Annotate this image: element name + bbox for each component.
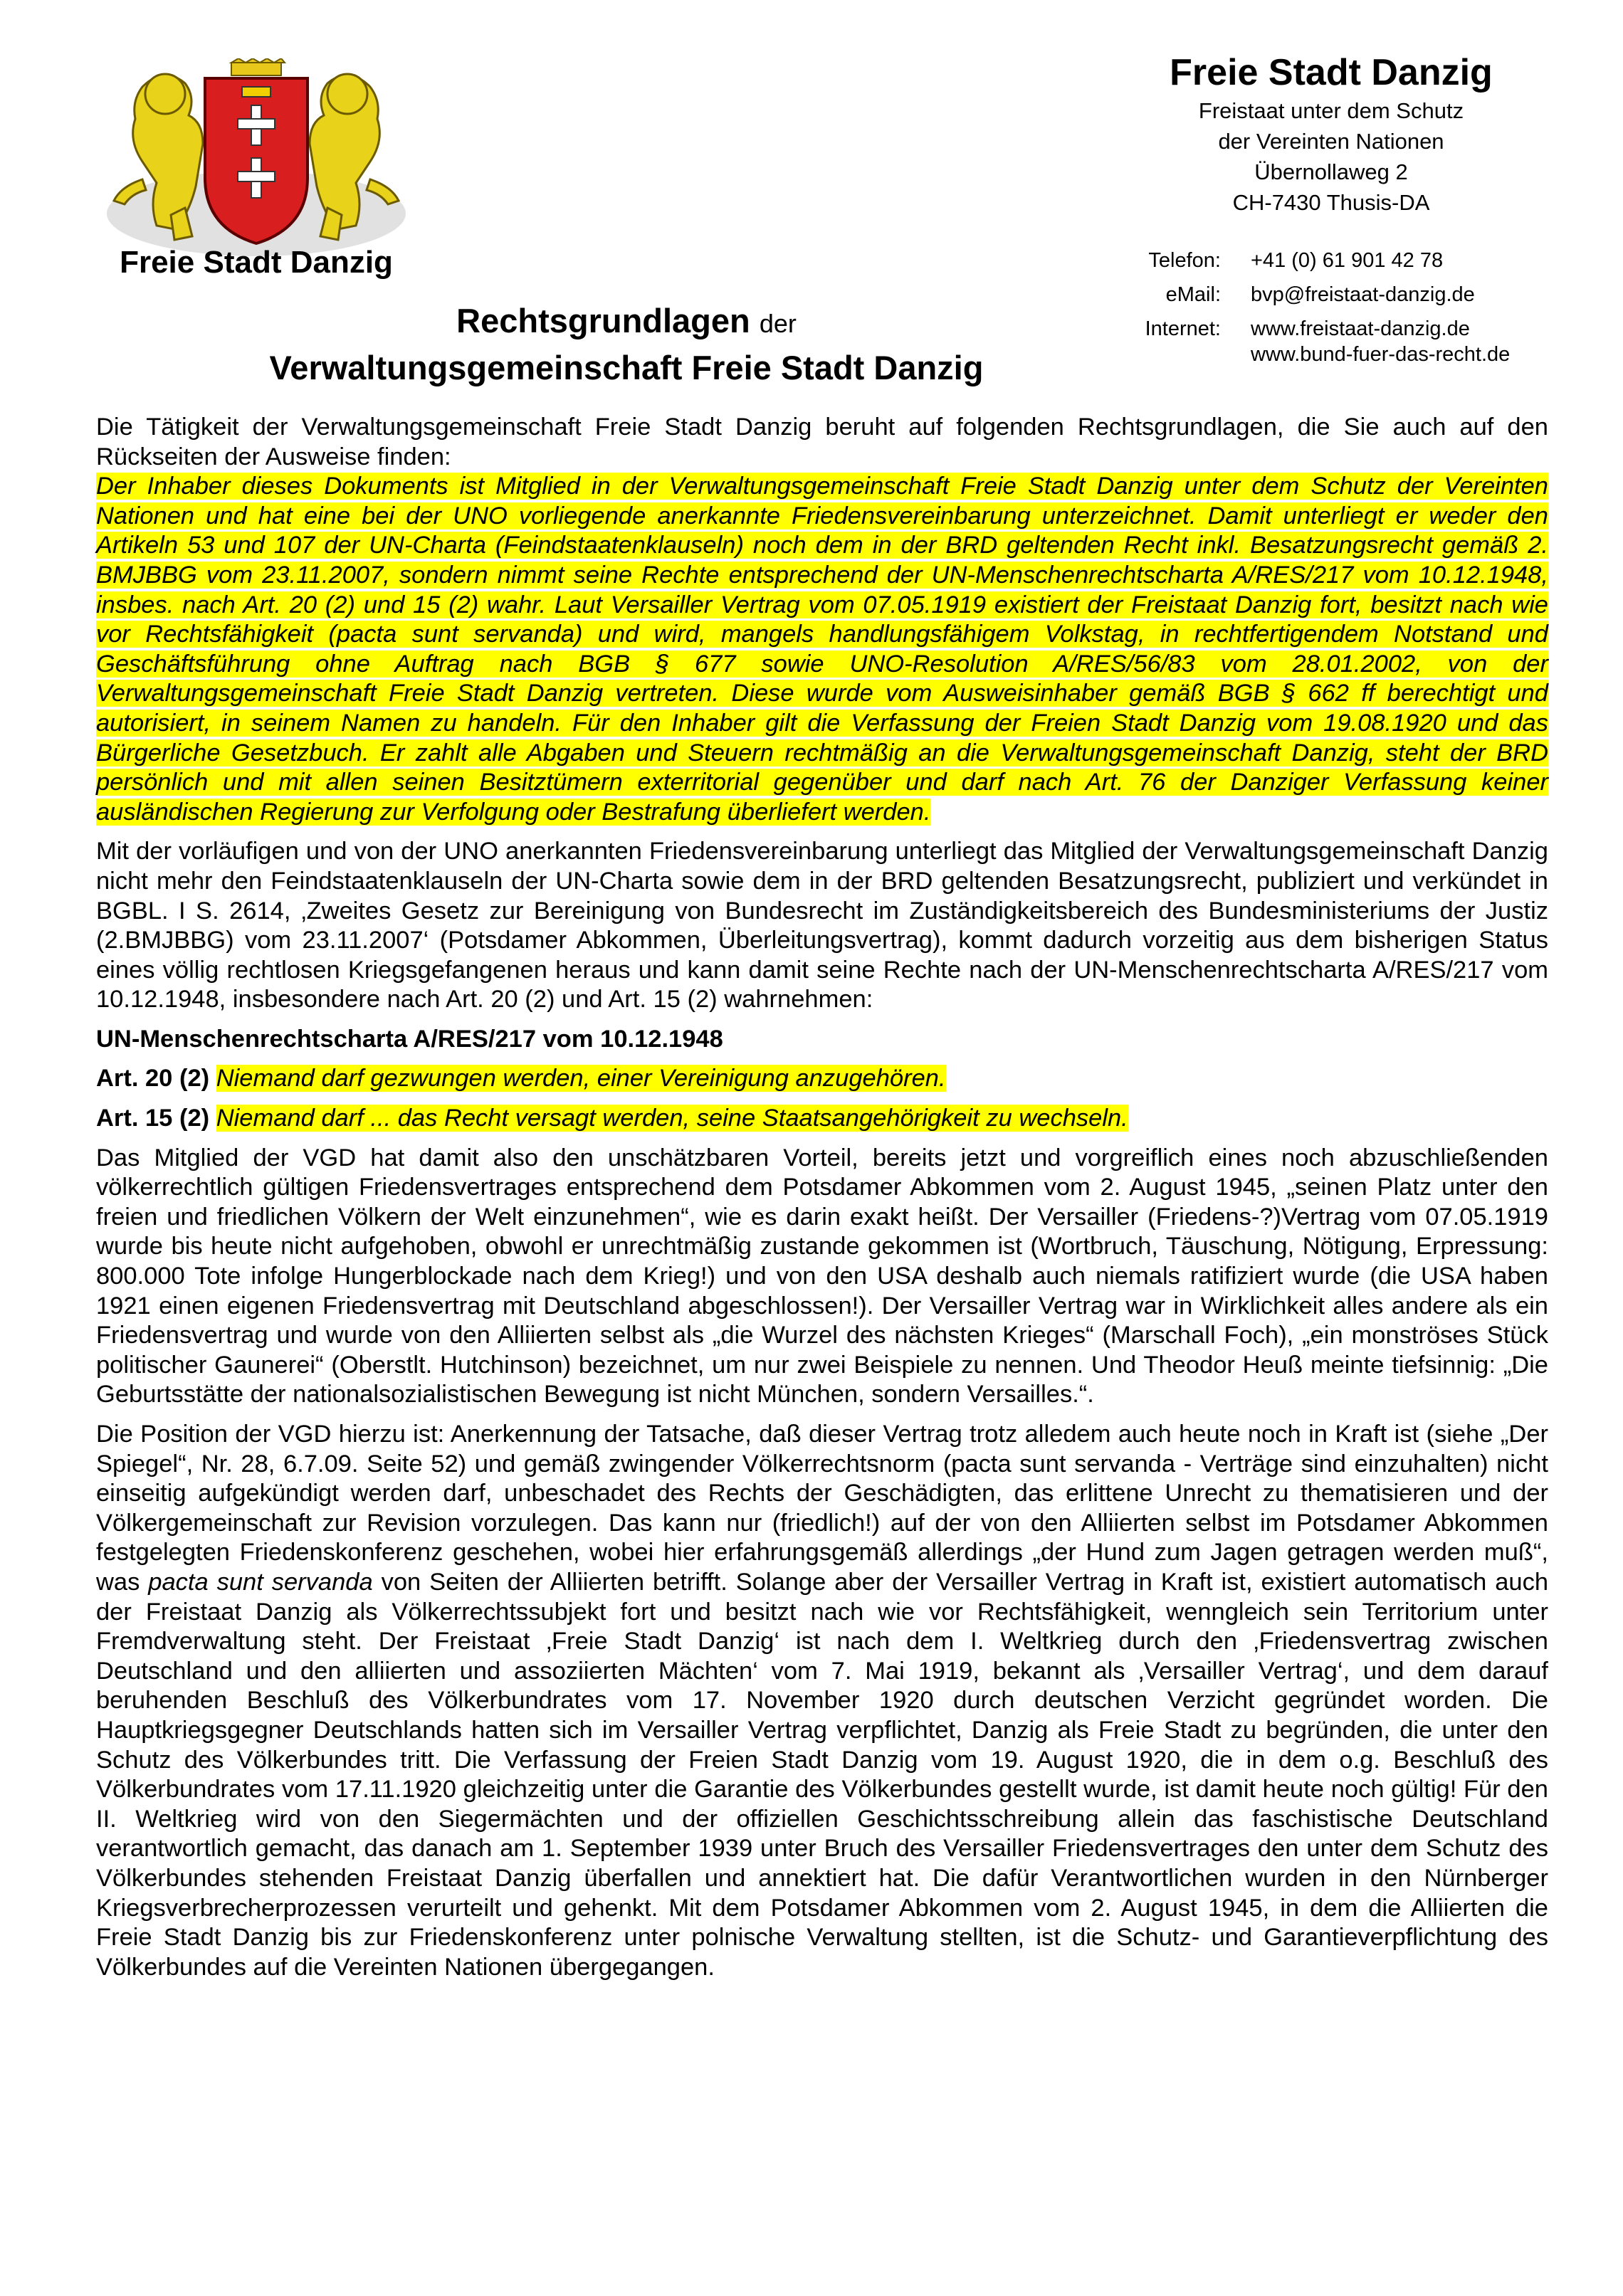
- article-15: [96, 1104, 1548, 1134]
- org-name: Freie Stadt Danzig: [1170, 52, 1493, 93]
- article-20: [96, 1064, 1548, 1094]
- title-small: der: [759, 309, 797, 338]
- vgd-position-text-a: Die Position der VGD hierzu ist: Anerkennung der Tatsache, daß dieser Vertrag trotz alledem auch heute noch in Kraft ist (siehe „Der Spiegel“, Nr. 28, 6.7.09. Seite 52) und gemäß zwingender Völkerrechtsnorm (pacta sunt servanda - Verträge sind einzuhalten) nicht einseitig aufgekündigt werden darf, unbeschadet des Rechts der Geschädigten, das erlittene Unrecht zu thematisieren und der Völkergemeinschaft zur Revision vorzulegen. Das kann nur (friedlich!) auf der von den Alliierten selbst im Potsdamer Abkommen festgelegten Friedenskonferenz geschehen, wobei hier erfahrungsgemäß allerdings „der Hund zum Jagen getragen werden muß“, was: [96, 1421, 1548, 1596]
- internet-values: [1251, 312, 1580, 367]
- peace-agreement-paragraph: Mit der vorläufigen und von der UNO anerkannten Friedensvereinbarung unterliegt das Mitglied der Verwaltungsgemeinschaft Danzig nicht mehr den Feindstaatenklauseln der UN-Charta sowie dem in der BRD geltenden Besatzungsrecht, publiziert und verkündet in BGBL. I S. 2614, ‚Zweites Gesetz zur Bereinigung von Bundesrecht im Zuständigkeitsbereich des Bundesministeriums der Justiz (2.BMJBBG) vom 23.11.2007‘ (Potsdamer Abkommen, Überleitungsvertrag), kommt dadurch vorzeitig aus dem bisherigen Status eines völlig rechtlosen Kriegsgefangenen heraus und kann damit seine Rechte nach der UN-Menschenrechtscharta A/RES/217 vom 10.12.1948, insbesondere nach Art. 20 (2) und Art. 15 (2) wahrnehmen:: [96, 838, 1548, 1013]
- article-20-text: Niemand darf gezwungen werden, einer Vereinigung anzugehören.: [216, 1065, 946, 1092]
- intro-paragraph: Die Tätigkeit der Verwaltungsgemeinschaft Freie Stadt Danzig beruht auf folgenden Rechtsgrundlagen, die Sie auch auf den Rückseiten der Ausweise finden:: [96, 414, 1548, 470]
- article-15-text: Niemand darf ... das Recht versagt werden, seine Staatsangehörigkeit zu wechseln.: [216, 1105, 1128, 1132]
- website-link[interactable]: www.bund-fuer-das-recht.de: [1251, 343, 1511, 366]
- title-line2: Verwaltungsgemeinschaft Freie Stadt Danzig: [269, 349, 984, 386]
- title-bold: Rechtsgrundlagen: [456, 302, 750, 339]
- phone-label: Telefon:: [1148, 249, 1221, 272]
- contact-phone-row: [1110, 243, 1580, 278]
- highlighted-text: Der Inhaber dieses Dokuments ist Mitglied in der Verwaltungsgemeinschaft Freie Stadt Danzig unter dem Schutz der Vereinten Nationen und hat eine bei der UNO vorliegende anerkannte Friedensvereinbarung unterzeichnet. Damit unterliegt er weder den Artikeln 53 und 107 der UN-Charta (Feindstaatenklauseln) noch dem in der BRD geltenden Recht inkl. Besatzungsrecht gemäß 2. BMJBBG vom 23.11.2007, sondern nimmt seine Rechte entsprechend der UN-Menschenrechtscharta A/RES/217 vom 10.12.1948, insbes. nach Art. 20 (2) und 15 (2) wahr. Laut Versailler Vertrag vom 07.05.1919 existiert der Freistaat Danzig fort, besitzt nach wie vor Rechtsfähigkeit (pacta sunt servanda) und wird, mangels handlungsfähigem Volkstag, in rechtfertigendem Notstand und Geschäftsführung ohne Auftrag nach BGB § 677 sowie UNO-Resolution A/RES/56/83 vom 28.01.2002, von der Verwaltungsgemeinschaft Freie Stadt Danzig vertreten. Diese wurde vom Ausweisinhaber gemäß BGB § 662 ff berechtigt und autorisiert, in seinem Namen zu handeln. Für den Inhaber gilt die Verfassung der Freien Stadt Danzig vom 19.08.1920 und das Bürgerliche Gesetzbuch. Er zahlt alle Abgaben und Steuern rechtmäßig an die Verwaltungsgemeinschaft Danzig, steht der BRD persönlich und mit allen seinen Besitztümern exterritorial gegenüber und darf nach Art. 76 der Danziger Verfassung keiner ausländischen Regierung zur Verfolgung oder Bestrafung überliefert werden.: [96, 473, 1548, 826]
- email-label: eMail:: [1165, 283, 1221, 306]
- vgd-position-paragraph: [96, 1420, 1548, 1982]
- article-15-label: Art. 15 (2): [96, 1105, 210, 1132]
- org-line: Übernollaweg 2: [1254, 159, 1408, 184]
- contact-block: [1110, 243, 1580, 367]
- charter-heading: UN-Menschenrechtscharta A/RES/217 vom 10.12.1948: [96, 1025, 723, 1053]
- document-body: [96, 413, 1548, 1982]
- org-address-block: [1110, 50, 1552, 218]
- versailles-paragraph: Das Mitglied der VGD hat damit also den unschätzbaren Vorteil, bereits jetzt und vorgreiflich eines noch abzuschließenden völkerrechtlich gültigen Friedensvertrages entsprechend dem Potsdamer Abkommen vom 2. August 1945, „seinen Platz unter den freien und friedlichen Völkern der Welt einzunehmen“, wie es darin exakt heißt. Der Versailler (Friedens-?)Vertrag vom 07.05.1919 wurde bis heute nicht aufgehoben, obwohl er unrechtmäßig zustande gekommen ist (Wortbruch, Täuschung, Nötigung, Erpressung: 800.000 Tote infolge Hungerblockade nach dem Krieg!) und von den USA deshalb auch niemals ratifiziert wurde (die USA haben 1921 einen eigenen Friedensvertrag mit Deutschland abgeschlossen!). Der Versailler Vertrag war in Wirklichkeit alles andere als ein Friedensvertrag und wurde von den Alliierten selbst als „die Wurzel des nächsten Krieges“ (Marschall Foch), „ein monströses Stück politischer Gaunerei“ (Oberstlt. Hutchinson) bezeichnet, um nur zwei Beispiele zu nennen. Und Theodor Heuß meinte tiefsinnig: „Die Geburtsstätte der nationalsozialistischen Bewegung ist nicht München, sondern Versailles.“.: [96, 1144, 1548, 1408]
- org-line: der Vereinten Nationen: [1218, 129, 1444, 154]
- vgd-position-italic: pacta sunt servanda: [148, 1568, 373, 1596]
- contact-internet-row: [1110, 312, 1580, 367]
- website-link[interactable]: www.freistaat-danzig.de: [1251, 317, 1470, 340]
- org-line: CH-7430 Thusis-DA: [1232, 190, 1430, 215]
- highlighted-legal-paragraph: [96, 472, 1548, 827]
- vgd-position-text-b: von Seiten der Alliierten betrifft. Solange aber der Versailler Vertrag in Kraft ist, existiert automatisch auch der Freistaat Danzig als Völkerrechtssubjekt fort und besitzt nach wie vor Rechtsfähigkeit, wenngleich sein Territorium unter Fremdverwaltung steht. Der Freistaat ‚Freie Stadt Danzig‘ ist nach dem I. Weltkrieg durch den ‚Friedensvertrag zwischen Deutschland und den alliierten und assoziierten Mächten‘ vom 7. Mai 1919, bekannt als ‚Versailler Vertrag‘, und dem darauf beruhenden Beschluß des Völkerbundrates vom 17. November 1920 durch deutschen Verzicht gegründet worden. Die Hauptkriegsgegner Deutschlands hatten sich im Versailler Vertrag verpflichtet, Danzig als Freie Stadt zu begründen, die unter den Schutz des Völkerbundes tritt. Die Verfassung der Freien Stadt Danzig vom 19. August 1920, die in dem o.g. Beschluß des Völkerbundrates vom 17.11.1920 gleichzeitig unter die Garantie des Völkerbundes gestellt wurde, ist damit heute noch gültig! Für den II. Weltkrieg wird von den Siegermächten und der offiziellen Geschichtsschreibung allein das faschistische Deutschland verantwortlich gemacht, das danach am 1. September 1939 unter Bruch des Versailler Friedensvertrages den unter dem Schutz des Völkerbundes stehenden Freistaat Danzig überfallen und annektiert hat. Die dafür Verantwortlichen wurden in den Nürnberger Kriegsverbrecherprozessen verurteilt und gehenkt. Mit dem Potsdamer Abkommen vom 2. August 1945, in dem die Alliierten die Freie Stadt Danzig bis zur Friedenskonferenz unter polnische Verwaltung stellten, ist die Schutz- und Garantieverpflichtung des Völkerbundes auf die Vereinten Nationen übergegangen.: [96, 1568, 1549, 1981]
- logo-caption: Freie Stadt Danzig: [120, 245, 393, 280]
- org-line: Freistaat unter dem Schutz: [1198, 98, 1464, 123]
- internet-label: Internet:: [1145, 317, 1221, 340]
- document-title: [171, 299, 1082, 390]
- email-value[interactable]: bvp@freistaat-danzig.de: [1251, 283, 1475, 306]
- contact-email-row: [1110, 278, 1580, 312]
- phone-value: +41 (0) 61 901 42 78: [1251, 249, 1444, 272]
- article-20-label: Art. 20 (2): [96, 1065, 210, 1092]
